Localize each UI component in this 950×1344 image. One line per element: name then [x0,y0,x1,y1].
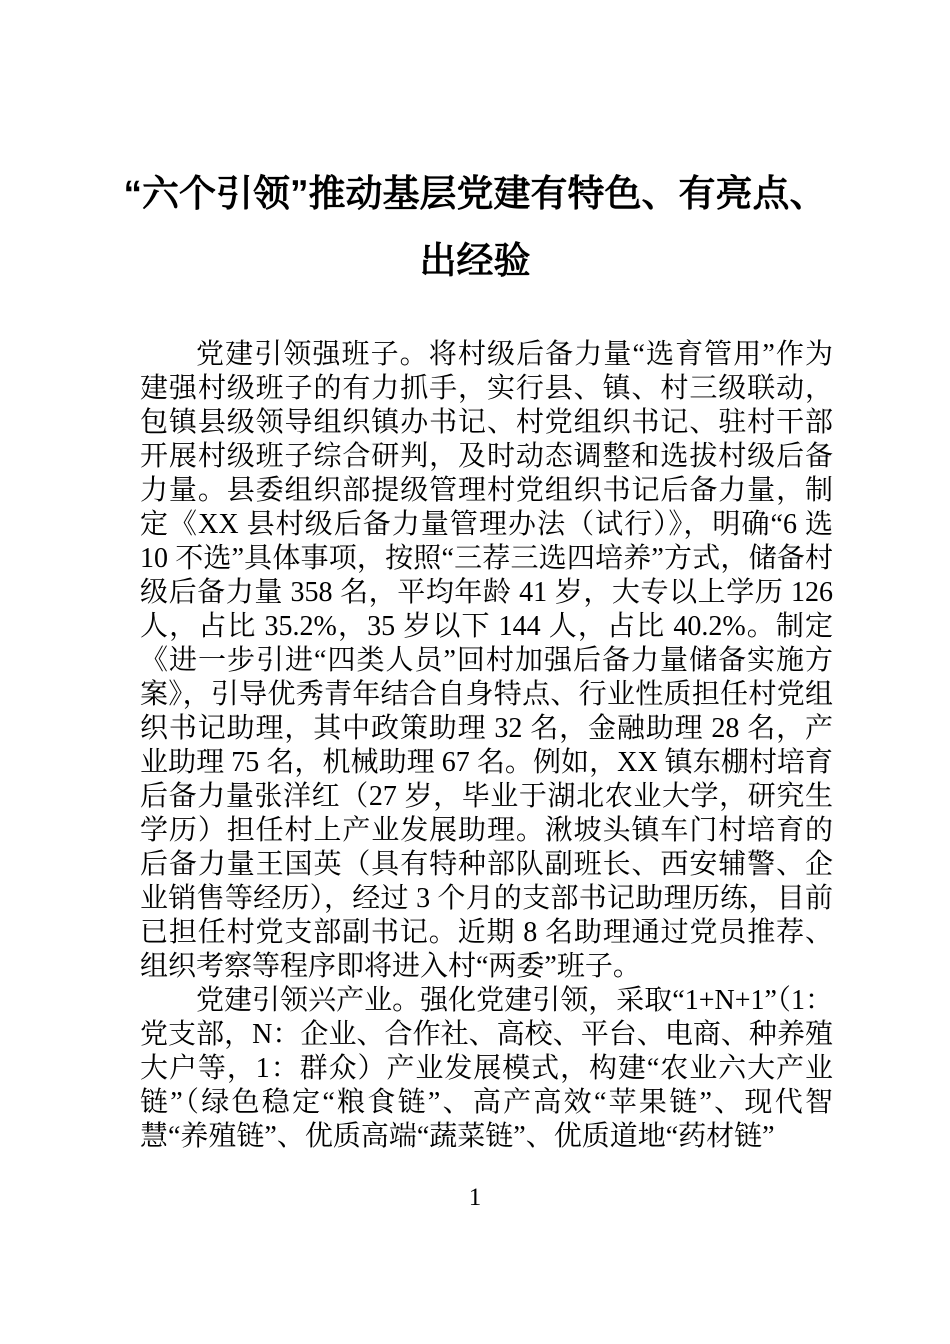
title-line-2: 出经验 [419,240,531,281]
paragraph-dangjian-qiang-banzi: 党建引领强班子。将村级后备力量“选育管用”作为建强村级班子的有力抓手，实行县、镇、村三级联动，包镇县级领导组织镇办书记、村党组织书记、驻村干部开展村级班子综合研判，及时动态调整和选拔村级后备力量。县委组织部提级管理村党组织书记后备力量，制定《XX 县村级后备力量管理办法（试行）》，明确“6 选 10 不选”具体事项，按照“三荐三选四培养”方式，储备村级后备力量 358 名，平均年龄 41 岁，大专以上学历 126 人，占比 35.2%，35 岁以下 144 人，占比 40.2%。制定《进一步引进“四类人员”回村加强后备力量储备实施方案》，引导优秀青年结合自身特点、行业性质担任村党组织书记助理，其中政策助理 32 名，金融助理 28 名，产业助理 75 名，机械助理 67 名。例如，XX 镇东棚村培育后备力量张洋红（27 岁，毕业于湖北农业大学，研究生学历）担任村上产业发展助理。湫坡头镇车门村培育的后备力量王国英（具有特种部队副班长、西安辅警、企业销售等经历），经过 3 个月的支部书记助理历练，目前已担任村党支部副书记。近期 8 名助理通过党员推荐、组织考察等程序即将进入村“两委”班子。 [140,339,833,982]
paragraph-dangjian-xing-chanye: 党建引领兴产业。强化党建引领，采取“1+N+1”（1：党支部，N：企业、合作社、高校、平台、电商、种养殖大户等，1：群众）产业发展模式，构建“农业六大产业链”（绿色稳定“粮食链”、高产高效“苹果链”、现代智慧“养殖链”、优质高端“蔬菜链”、优质道地“药材链” [140,985,833,1152]
title-line-1: “六个引领”推动基层党建有特色、有亮点、 [123,173,827,214]
document-body [140,338,833,1154]
document-title [75,0,875,294]
page-number: 1 [468,1184,482,1211]
